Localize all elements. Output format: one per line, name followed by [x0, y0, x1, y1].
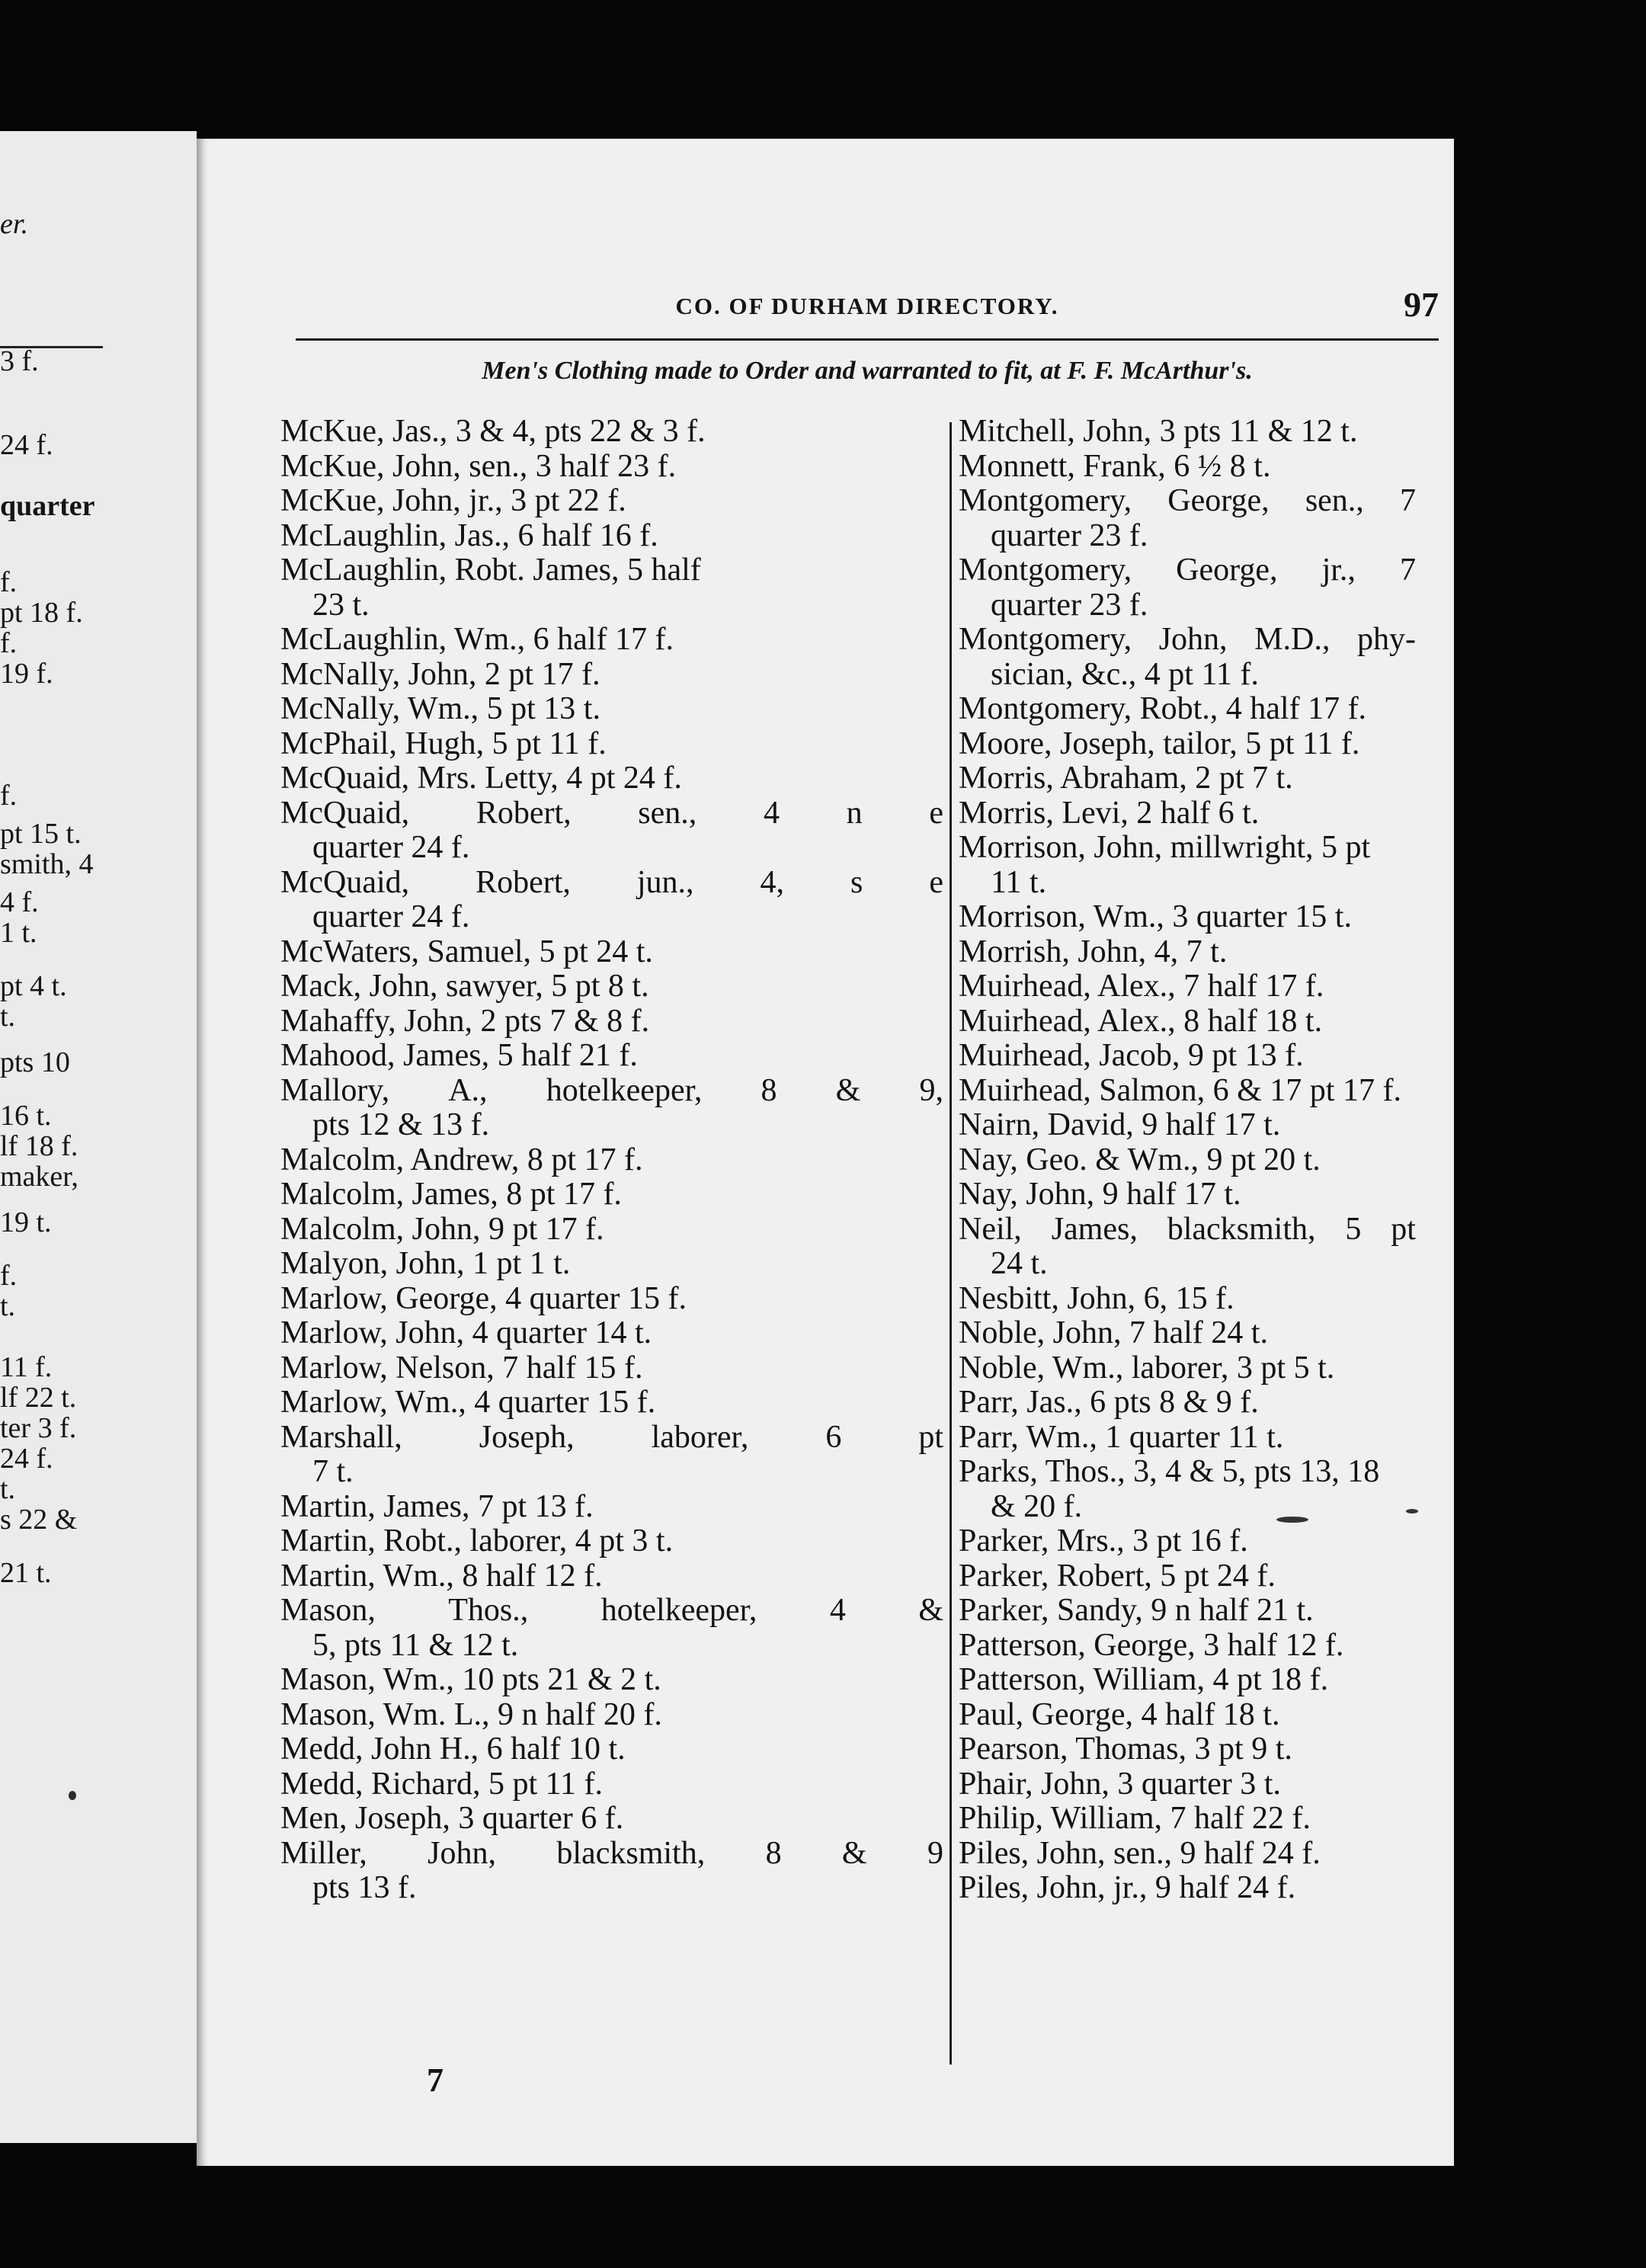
entry-word: blacksmith, [556, 1835, 706, 1871]
entry-word: A., [448, 1072, 488, 1108]
entry-word: Mason, [280, 1593, 376, 1628]
directory-entry: Martin, James, 7 pt 13 f. [280, 1488, 594, 1524]
directory-page [197, 139, 1454, 2166]
facing-page-text-fragment: 21 t. [0, 1557, 52, 1589]
directory-entry: Patterson, William, 4 pt 18 f. [959, 1662, 1329, 1697]
entry-word: Montgomery, [959, 622, 1132, 657]
directory-entry: McKue, John, sen., 3 half 23 f. [280, 448, 677, 484]
entry-word: Joseph, [479, 1419, 575, 1455]
directory-entry-continuation: sician, &c., 4 pt 11 f. [991, 656, 1259, 692]
directory-entry: Philip, William, 7 half 22 f. [959, 1801, 1311, 1836]
directory-entry [280, 1837, 943, 1872]
entry-word: e [929, 864, 943, 900]
directory-entry: Muirhead, Alex., 7 half 17 f. [959, 969, 1324, 1004]
directory-entry: Morris, Abraham, 2 pt 7 t. [959, 761, 1293, 796]
entry-word: sen., [638, 795, 697, 831]
directory-entry: Malyon, John, 1 pt 1 t. [280, 1246, 571, 1281]
entry-word: 8 [761, 1072, 777, 1108]
facing-page-text-fragment: f. [0, 627, 18, 659]
entry-word: George, [1176, 553, 1278, 588]
entry-word: phy- [1356, 622, 1416, 657]
directory-entry: Marlow, John, 4 quarter 14 t. [280, 1315, 652, 1350]
directory-entry: McLaughlin, Jas., 6 half 16 f. [280, 517, 658, 553]
facing-page-text-fragment: pt 18 f. [0, 597, 83, 629]
directory-entry: Parks, Thos., 3, 4 & 5, pts 13, 18 [959, 1454, 1380, 1489]
directory-entry: Patterson, George, 3 half 12 f. [959, 1627, 1344, 1663]
facing-page-text-fragment: 3 f. [0, 345, 39, 377]
facing-page-text-fragment: f. [0, 566, 18, 598]
facing-page-text-fragment: pt 15 t. [0, 818, 82, 850]
directory-entry: Nesbitt, John, 6, 15 f. [959, 1280, 1234, 1316]
facing-page-text-fragment: 1 t. [0, 917, 37, 949]
directory-entry-continuation: quarter 24 f. [312, 830, 470, 865]
directory-entry-continuation: quarter 23 f. [991, 517, 1148, 553]
directory-entry-continuation: & 20 f. [991, 1488, 1083, 1524]
directory-entry: Marlow, George, 4 quarter 15 f. [280, 1280, 687, 1316]
directory-entry [280, 866, 943, 901]
entry-word: hotelkeeper, [546, 1072, 703, 1108]
directory-entry: Malcolm, John, 9 pt 17 f. [280, 1211, 604, 1247]
entry-word: 6 [825, 1419, 842, 1455]
directory-entry: Moore, Joseph, tailor, 5 pt 11 f. [959, 726, 1360, 761]
entry-word: & [835, 1072, 861, 1108]
facing-page-text-fragment: 24 f. [0, 429, 53, 461]
directory-entry: McWaters, Samuel, 5 pt 24 t. [280, 934, 653, 969]
directory-entry: Morris, Levi, 2 half 6 t. [959, 795, 1260, 831]
entry-word: 4 [763, 795, 780, 831]
directory-entry: Mahood, James, 5 half 21 f. [280, 1038, 638, 1073]
directory-entry: McKue, John, jr., 3 pt 22 f. [280, 483, 626, 518]
entry-word: McQuaid, [280, 864, 410, 900]
facing-page-text-fragment: t. [0, 1473, 16, 1505]
directory-entry: Nay, Geo. & Wm., 9 pt 20 t. [959, 1142, 1321, 1177]
directory-entry: Muirhead, Alex., 8 half 18 t. [959, 1003, 1323, 1039]
page-header-title: CO. OF DURHAM DIRECTORY. [675, 293, 1059, 319]
directory-entry-continuation: pts 13 f. [312, 1870, 417, 1905]
facing-page-text-fragment: ter 3 f. [0, 1412, 77, 1444]
facing-page-text-fragment: pts 10 [0, 1046, 70, 1078]
directory-entry-continuation: quarter 24 f. [312, 899, 470, 934]
directory-entry: McNally, John, 2 pt 17 f. [280, 656, 600, 692]
directory-entry: Mason, Wm. L., 9 n half 20 f. [280, 1696, 662, 1732]
directory-entry: Parr, Wm., 1 quarter 11 t. [959, 1419, 1284, 1455]
facing-page-text-fragment: t. [0, 1001, 16, 1033]
facing-page-text-fragment: f. [0, 780, 18, 812]
directory-entry: Malcolm, James, 8 pt 17 f. [280, 1177, 622, 1212]
facing-page-text-fragment: 4 f. [0, 886, 39, 918]
entry-word: George, [1167, 483, 1270, 518]
directory-entry: McLaughlin, Wm., 6 half 17 f. [280, 622, 674, 657]
entry-word: blacksmith, [1167, 1211, 1316, 1247]
directory-entry: Parr, Jas., 6 pts 8 & 9 f. [959, 1385, 1259, 1420]
directory-entry [280, 1421, 943, 1456]
entry-word: 4 [829, 1593, 846, 1628]
entry-word: Mallory, [280, 1072, 390, 1108]
directory-entry-continuation: quarter 23 f. [991, 587, 1148, 623]
directory-entry-continuation: 5, pts 11 & 12 t. [312, 1627, 519, 1663]
entry-word: e [929, 795, 943, 831]
directory-entry: Montgomery, Robt., 4 half 17 f. [959, 691, 1367, 726]
entry-word: John, [1158, 622, 1228, 657]
scan-speck [1276, 1517, 1308, 1523]
directory-entry [280, 796, 943, 831]
entry-word: 9, [919, 1072, 943, 1108]
entry-word: hotelkeeper, [600, 1593, 757, 1628]
directory-entry [959, 1212, 1416, 1248]
entry-word: 5 [1345, 1211, 1362, 1247]
page-number: 97 [1404, 285, 1439, 324]
entry-word: Miller, [280, 1835, 367, 1871]
facing-page-text-fragment: er. [0, 208, 28, 240]
directory-column-left [280, 415, 943, 1906]
facing-page-text-fragment: 19 t. [0, 1206, 52, 1238]
directory-entry: McNally, Wm., 5 pt 13 t. [280, 691, 600, 726]
directory-entry: Parker, Mrs., 3 pt 16 f. [959, 1523, 1248, 1558]
directory-entry: Morrish, John, 4, 7 t. [959, 934, 1228, 969]
entry-word: & [841, 1835, 867, 1871]
entry-word: M.D., [1254, 622, 1331, 657]
directory-entry: Nairn, David, 9 half 17 t. [959, 1107, 1281, 1142]
directory-entry-continuation: pts 12 & 13 f. [312, 1107, 490, 1142]
entry-word: 7 [1399, 553, 1416, 588]
facing-page-fragment [0, 131, 199, 2143]
directory-entry: Mason, Wm., 10 pts 21 & 2 t. [280, 1662, 661, 1697]
directory-entry: Parker, Sandy, 9 n half 21 t. [959, 1593, 1314, 1628]
directory-entry: Men, Joseph, 3 quarter 6 f. [280, 1801, 624, 1836]
directory-entry: Morrison, Wm., 3 quarter 15 t. [959, 899, 1352, 934]
directory-entry [959, 484, 1416, 519]
directory-entry: Marlow, Nelson, 7 half 15 f. [280, 1350, 643, 1385]
directory-entry: Piles, John, sen., 9 half 24 f. [959, 1835, 1321, 1871]
directory-entry: Martin, Wm., 8 half 12 f. [280, 1558, 603, 1594]
entry-word: sen., [1305, 483, 1364, 518]
entry-word: 4, [760, 864, 785, 900]
directory-entry-continuation: 23 t. [312, 587, 370, 623]
entry-word: pt [918, 1419, 943, 1455]
facing-page-text-fragment: s 22 & [0, 1504, 78, 1536]
entry-word: James, [1051, 1211, 1138, 1247]
header-rule [296, 338, 1439, 341]
directory-entry-continuation: 7 t. [312, 1454, 354, 1489]
entry-word: 9 [927, 1835, 943, 1871]
entry-word: s [850, 864, 863, 900]
directory-entry: McLaughlin, Robt. James, 5 half [280, 553, 701, 588]
column-divider [949, 422, 952, 2065]
directory-entry: Muirhead, Jacob, 9 pt 13 f. [959, 1038, 1304, 1073]
directory-entry [280, 1074, 943, 1109]
directory-entry: McQuaid, Mrs. Letty, 4 pt 24 f. [280, 761, 682, 796]
entry-word: Robert, [476, 795, 572, 831]
entry-word: & [918, 1593, 943, 1628]
entry-word: jr., [1321, 553, 1356, 588]
facing-page-text-fragment: 16 t. [0, 1100, 52, 1132]
directory-entry-continuation: 24 t. [991, 1246, 1048, 1281]
facing-page-text-fragment: 19 f. [0, 658, 53, 690]
entry-word: Montgomery, [959, 553, 1132, 588]
entry-word: Neil, [959, 1211, 1022, 1247]
entry-word: n [846, 795, 863, 831]
directory-entry: Medd, Richard, 5 pt 11 f. [280, 1766, 604, 1802]
directory-entry: Martin, Robt., laborer, 4 pt 3 t. [280, 1523, 674, 1558]
facing-page-text-fragment: t. [0, 1290, 16, 1322]
entry-word: jun., [636, 864, 694, 900]
entry-word: Robert, [476, 864, 571, 900]
directory-entry: Nay, John, 9 half 17 t. [959, 1177, 1241, 1212]
directory-entry: Noble, John, 7 half 24 t. [959, 1315, 1268, 1350]
scan-speck [1406, 1509, 1418, 1514]
entry-word: pt [1391, 1211, 1416, 1247]
directory-entry: McPhail, Hugh, 5 pt 11 f. [280, 726, 607, 761]
facing-page-text-fragment: 11 f. [0, 1351, 53, 1383]
directory-entry: Noble, Wm., laborer, 3 pt 5 t. [959, 1350, 1335, 1385]
directory-entry: Marlow, Wm., 4 quarter 15 f. [280, 1385, 656, 1420]
directory-entry: Mack, John, sawyer, 5 pt 8 t. [280, 969, 649, 1004]
directory-entry: Monnett, Frank, 6 ½ 8 t. [959, 448, 1271, 484]
facing-page-text-fragment: maker, [0, 1161, 78, 1193]
entry-word: 8 [765, 1835, 782, 1871]
entry-word: Montgomery, [959, 483, 1132, 518]
entry-word: John, [428, 1835, 497, 1871]
directory-entry: Parker, Robert, 5 pt 24 f. [959, 1558, 1276, 1594]
directory-entry [959, 623, 1416, 658]
scan-speck [69, 1791, 76, 1800]
directory-column-right [959, 415, 1416, 1906]
directory-entry: Muirhead, Salmon, 6 & 17 pt 17 f. [959, 1072, 1401, 1108]
facing-page-text-fragment: 24 f. [0, 1443, 53, 1475]
directory-entry: Medd, John H., 6 half 10 t. [280, 1731, 626, 1767]
facing-page-text-fragment: lf 22 t. [0, 1382, 77, 1414]
directory-entry: Piles, John, jr., 9 half 24 f. [959, 1870, 1296, 1905]
entry-word: 7 [1400, 483, 1416, 518]
directory-entry [280, 1594, 943, 1629]
facing-page-text-fragment: pt 4 t. [0, 970, 67, 1002]
directory-entry: Mitchell, John, 3 pts 11 & 12 t. [959, 414, 1358, 449]
facing-page-text-fragment: f. [0, 1260, 18, 1292]
facing-page-text-fragment: lf 18 f. [0, 1130, 78, 1162]
facing-page-text-fragment: smith, 4 [0, 848, 94, 880]
directory-entry: Malcolm, Andrew, 8 pt 17 f. [280, 1142, 643, 1177]
directory-entry [959, 553, 1416, 588]
directory-entry: Pearson, Thomas, 3 pt 9 t. [959, 1731, 1292, 1767]
advertisement-tagline: Men's Clothing made to Order and warranted to fit, at F. F. McArthur's. [482, 357, 1253, 385]
entry-word: laborer, [651, 1419, 749, 1455]
entry-word: Thos., [448, 1593, 529, 1628]
directory-entry: Paul, George, 4 half 18 t. [959, 1696, 1280, 1732]
directory-entry: Morrison, John, millwright, 5 pt [959, 830, 1371, 865]
signature-mark: 7 [427, 2061, 444, 2099]
directory-entry-continuation: 11 t. [991, 864, 1047, 900]
facing-page-text-fragment: quarter [0, 490, 95, 522]
entry-word: McQuaid, [280, 795, 410, 831]
directory-entry: Mahaffy, John, 2 pts 7 & 8 f. [280, 1003, 650, 1039]
directory-entry: McKue, Jas., 3 & 4, pts 22 & 3 f. [280, 414, 706, 449]
entry-word: Marshall, [280, 1419, 402, 1455]
directory-entry: Phair, John, 3 quarter 3 t. [959, 1766, 1281, 1802]
